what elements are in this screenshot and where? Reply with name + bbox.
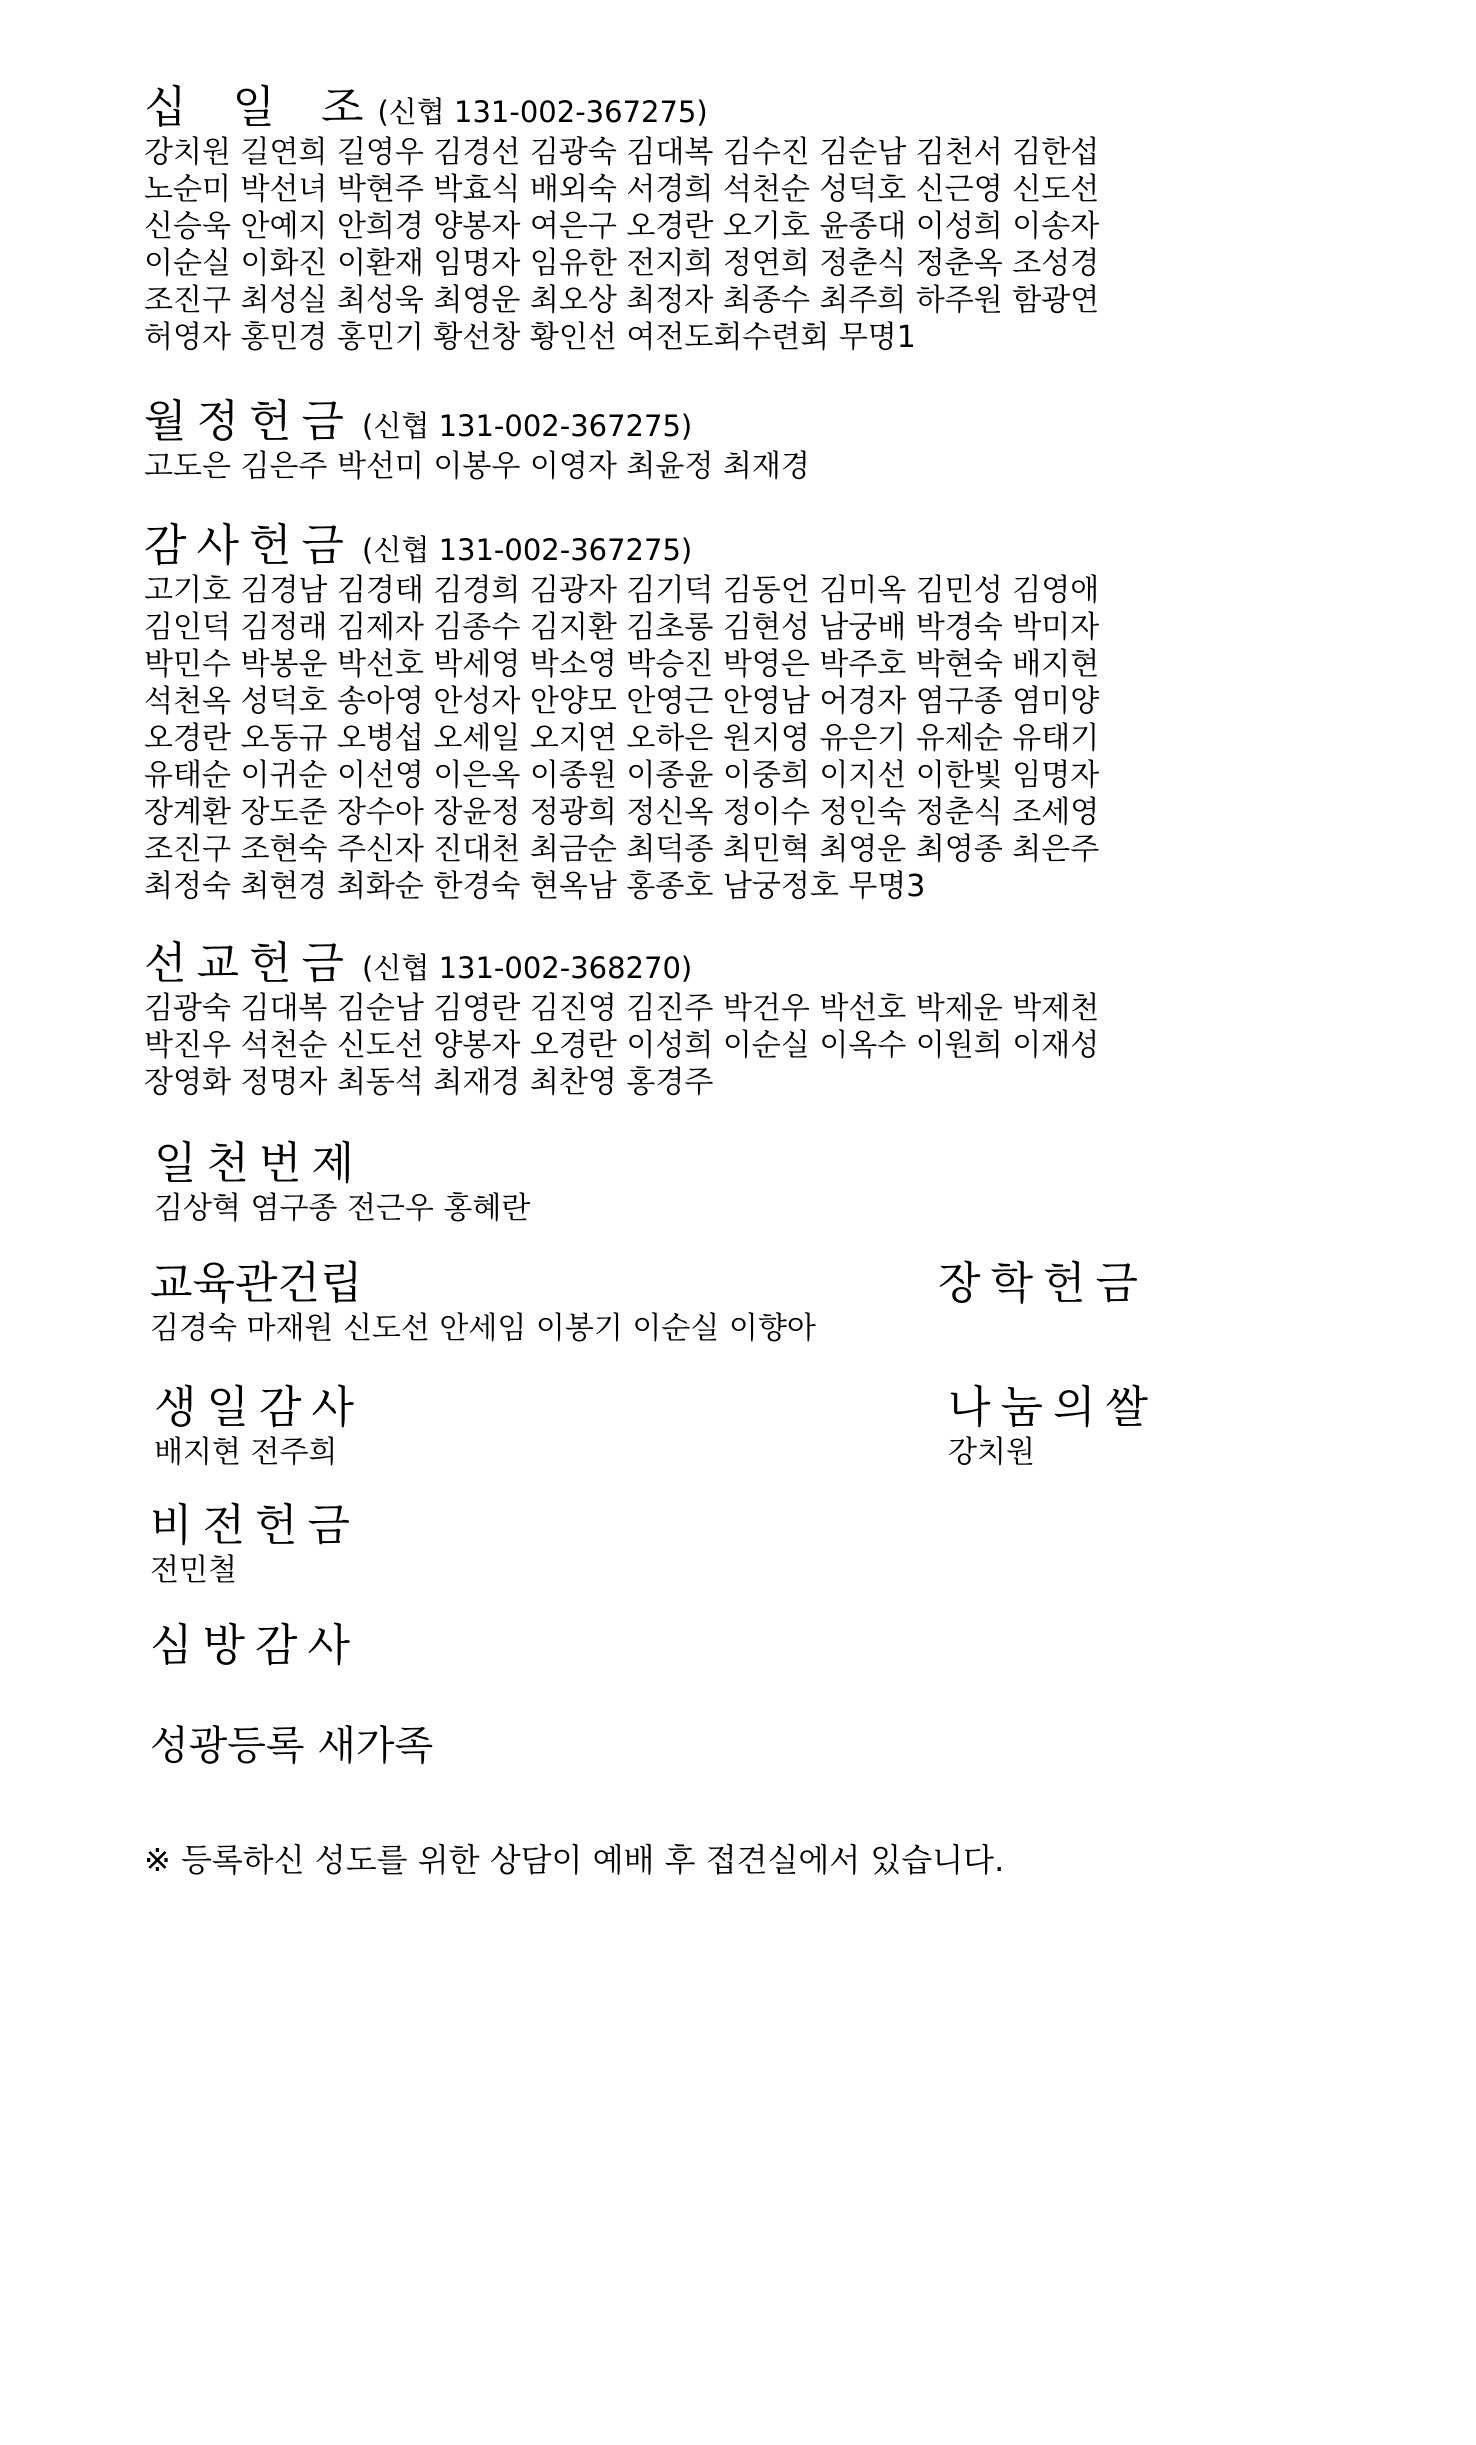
- newfamily-section: [150, 1720, 433, 1772]
- rice-names: 강치원: [948, 1435, 1035, 1470]
- thanks-title: 감사헌금: [144, 520, 355, 571]
- thanks-line: 조진구 조현숙 주신자 진대천 최금순 최덕종 최민혁 최영운 최영종 최은주: [144, 832, 1100, 867]
- tithe-line: 노순미 박선녀 박현주 박효식 배외숙 서경희 석천순 성덕호 신근영 신도선: [144, 172, 1100, 207]
- birthday-section: [154, 1382, 364, 1471]
- birthday-title: 생일감사: [154, 1382, 365, 1433]
- monthly-account: (신협 131-002-367275): [362, 409, 693, 443]
- thousand-names: 김상혁 염구종 전근우 홍혜란: [154, 1191, 531, 1226]
- tithe-section: [144, 82, 1099, 356]
- mission-section: [144, 938, 1099, 1101]
- mission-account: (신협 131-002-368270): [362, 951, 693, 985]
- thanks-line: 최정숙 최현경 최화순 한경숙 현옥남 홍종호 남궁정호 무명3: [144, 869, 926, 904]
- notice-text: ※ 등록하신 성도를 위한 상담이 예배 후 접견실에서 있습니다.: [144, 1841, 1005, 1879]
- notice-section: [144, 1835, 1004, 1881]
- thanks-line: 오경란 오동규 오병섭 오세일 오지연 오하은 원지영 유은기 유제순 유태기: [144, 721, 1100, 756]
- vision-section: [150, 1500, 360, 1589]
- education-section: [150, 1258, 816, 1347]
- mission-title: 선교헌금: [144, 938, 355, 989]
- tithe-account: (신협 131-002-367275): [377, 95, 708, 129]
- thanks-line: 장계환 장도준 장수아 장윤정 정광희 정신옥 정이수 정인숙 정춘식 조세영: [144, 795, 1100, 830]
- tithe-title: 십 일 조: [144, 82, 370, 133]
- monthly-title: 월정헌금: [144, 396, 355, 447]
- education-names: 김경숙 마재원 신도선 안세임 이봉기 이순실 이향아: [150, 1311, 816, 1346]
- mission-line: 장영화 정명자 최동석 최재경 최찬영 홍경주: [144, 1065, 714, 1100]
- mission-line: 박진우 석천순 신도선 양봉자 오경란 이성희 이순실 이옥수 이원희 이재성: [144, 1028, 1100, 1063]
- thanks-account: (신협 131-002-367275): [362, 533, 693, 567]
- tithe-line: 조진구 최성실 최성욱 최영운 최오상 최정자 최종수 최주희 하주원 함광연: [144, 283, 1100, 318]
- visit-section: [150, 1620, 360, 1672]
- thanks-line: 유태순 이귀순 이선영 이은옥 이종원 이종윤 이중희 이지선 이한빛 임명자: [144, 758, 1100, 793]
- vision-names: 전민철: [150, 1553, 237, 1588]
- vision-title: 비전헌금: [150, 1500, 361, 1551]
- thousand-title: 일천번제: [154, 1138, 365, 1189]
- scholarship-section: [938, 1258, 1148, 1310]
- thanks-line: 석천옥 성덕호 송아영 안성자 안양모 안영근 안영남 어경자 염구종 염미양: [144, 684, 1100, 719]
- tithe-line: 강치원 길연희 길영우 김경선 김광숙 김대복 김수진 김순남 김천서 김한섭: [144, 135, 1100, 170]
- visit-title: 심방감사: [150, 1620, 361, 1671]
- scholarship-title: 장학헌금: [938, 1258, 1149, 1309]
- newfamily-title: 성광등록 새가족: [150, 1723, 434, 1769]
- rice-title: 나눔의쌀: [948, 1382, 1159, 1433]
- tithe-line: 신승욱 안예지 안희경 양봉자 여은구 오경란 오기호 윤종대 이성희 이송자: [144, 209, 1100, 244]
- mission-line: 김광숙 김대복 김순남 김영란 김진영 김진주 박건우 박선호 박제운 박제천: [144, 991, 1100, 1026]
- monthly-line: 고도은 김은주 박선미 이봉우 이영자 최윤정 최재경: [144, 449, 810, 484]
- thanks-line: 박민수 박봉운 박선호 박세영 박소영 박승진 박영은 박주호 박현숙 배지현: [144, 647, 1100, 682]
- tithe-line: 허영자 홍민경 홍민기 황선창 황인선 여전도회수련회 무명1: [144, 320, 916, 355]
- education-title: 교육관건립: [150, 1258, 363, 1309]
- thanks-line: 김인덕 김정래 김제자 김종수 김지환 김초롱 김현성 남궁배 박경숙 박미자: [144, 610, 1100, 645]
- thousand-section: [154, 1138, 530, 1227]
- tithe-line: 이순실 이화진 이환재 임명자 임유한 전지희 정연희 정춘식 정춘옥 조성경: [144, 246, 1100, 281]
- birthday-names: 배지현 전주희: [154, 1435, 338, 1470]
- thanks-line: 고기호 김경남 김경태 김경희 김광자 김기덕 김동언 김미옥 김민성 김영애: [144, 573, 1100, 608]
- rice-section: [948, 1382, 1158, 1471]
- thanks-section: [144, 520, 1099, 905]
- monthly-section: [144, 396, 810, 485]
